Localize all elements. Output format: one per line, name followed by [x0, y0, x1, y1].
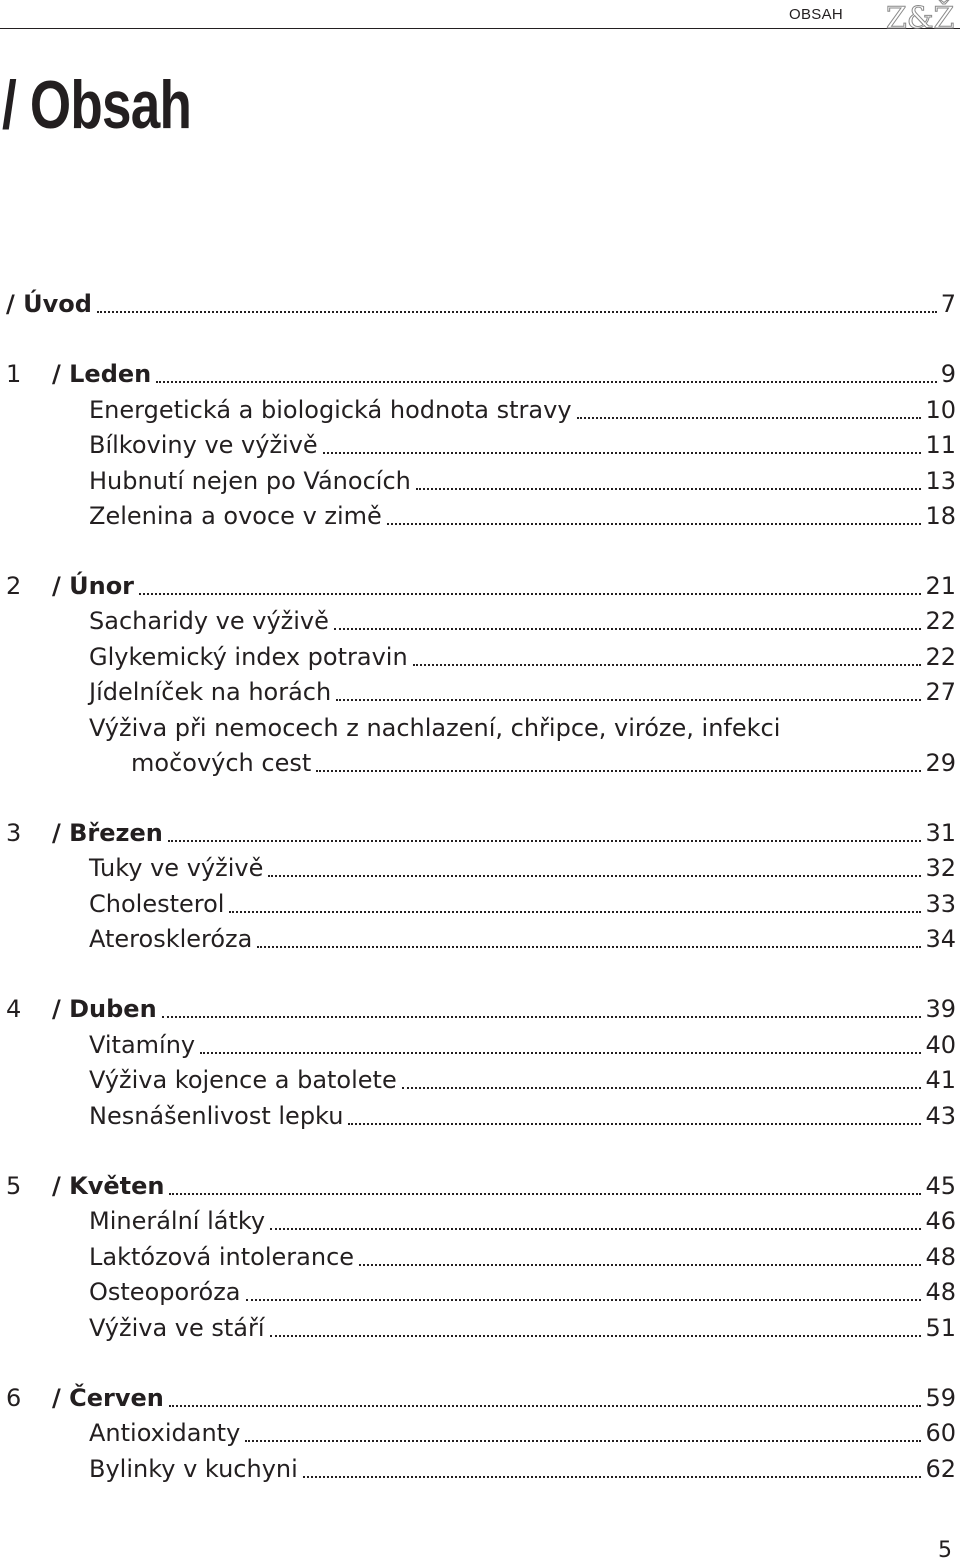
toc-line — [89, 499, 956, 533]
toc-entry-row — [0, 887, 956, 921]
toc-line — [89, 1099, 956, 1133]
dot-leader — [268, 875, 921, 877]
toc-page-number: 48 — [925, 1243, 956, 1271]
header-rule — [0, 28, 960, 29]
toc-entry-row — [0, 746, 956, 780]
publisher-logo-text: Z&Ž — [886, 1, 955, 34]
toc-page-number: 41 — [925, 1066, 956, 1094]
toc-entry-row — [0, 851, 956, 885]
toc-chapter-row — [0, 992, 956, 1026]
toc-line — [89, 1204, 956, 1238]
dot-leader — [139, 593, 921, 595]
chapter-number: 5 — [6, 1172, 22, 1200]
toc-label: Hubnutí nejen po Vánocích — [89, 467, 411, 495]
toc-label: Tuky ve výživě — [89, 854, 264, 882]
toc-entry-row — [0, 1204, 956, 1238]
toc-entry-row — [0, 1028, 956, 1062]
dot-leader — [169, 1405, 922, 1407]
toc-line — [89, 640, 956, 674]
toc-label: Ateroskleróza — [89, 925, 253, 953]
chapter-number: 2 — [6, 572, 22, 600]
dot-leader — [270, 1228, 921, 1230]
toc-label: / Leden — [52, 360, 152, 388]
dot-leader — [336, 699, 921, 701]
dot-leader — [245, 1440, 921, 1442]
dot-leader — [246, 1299, 922, 1301]
toc-line — [89, 675, 956, 709]
toc-entry-row — [0, 711, 956, 745]
toc-label: Bílkoviny ve výživě — [89, 431, 318, 459]
toc-entry-row — [0, 640, 956, 674]
toc-entry-row — [0, 1099, 956, 1133]
dot-leader — [156, 381, 936, 383]
toc-line — [89, 1063, 956, 1097]
toc-entry-row — [0, 922, 956, 956]
toc-label: Výživa ve stáří — [89, 1314, 265, 1342]
toc-label: Jídelníček na horách — [89, 678, 332, 706]
toc-entry-row — [0, 1452, 956, 1486]
toc-label: Glykemický index potravin — [89, 643, 408, 671]
toc-label: / Březen — [52, 819, 163, 847]
toc-line — [89, 1028, 956, 1062]
chapter-number: 4 — [6, 995, 22, 1023]
dot-leader — [169, 1193, 921, 1195]
toc-line — [52, 357, 956, 391]
toc-entry-row — [0, 1240, 956, 1274]
toc-chapter-row — [0, 816, 956, 850]
toc-page-number: 10 — [925, 396, 956, 424]
toc-page-number: 60 — [925, 1419, 956, 1447]
toc-label: močových cest — [131, 749, 312, 777]
toc-page-number: 29 — [925, 749, 956, 777]
toc-page-number: 21 — [925, 572, 956, 600]
toc-entry-row — [0, 604, 956, 638]
toc-page-number: 9 — [940, 360, 956, 388]
toc-line — [89, 1416, 956, 1450]
toc-line — [131, 746, 956, 780]
toc-page-number: 22 — [925, 607, 956, 635]
toc-label: / Úvod — [6, 290, 92, 318]
toc-label: Osteoporóza — [89, 1278, 241, 1306]
toc-line — [89, 1240, 956, 1274]
dot-leader — [200, 1052, 921, 1054]
toc-label: / Červen — [52, 1384, 164, 1412]
dot-leader — [387, 523, 922, 525]
toc-page-number: 62 — [925, 1455, 956, 1483]
toc-line — [89, 922, 956, 956]
dot-leader — [323, 452, 922, 454]
toc-entry-row — [0, 1275, 956, 1309]
toc-line — [89, 464, 956, 498]
toc-label: Laktózová intolerance — [89, 1243, 355, 1271]
toc-label: / Únor — [52, 572, 135, 600]
dot-leader — [416, 488, 922, 490]
dot-leader — [97, 311, 937, 313]
chapter-number: 1 — [6, 360, 22, 388]
toc-page-number: 7 — [940, 290, 956, 318]
toc-chapter-row — [0, 1169, 956, 1203]
running-head: OBSAH — [789, 6, 844, 23]
toc-label: Bylinky v kuchyni — [89, 1455, 298, 1483]
toc-line — [89, 851, 956, 885]
dot-leader — [348, 1123, 921, 1125]
toc-entry-row — [0, 1416, 956, 1450]
toc-page-number: 45 — [925, 1172, 956, 1200]
toc-page-number: 48 — [925, 1278, 956, 1306]
toc-line — [89, 711, 956, 745]
dot-leader — [316, 770, 921, 772]
dot-leader — [168, 840, 922, 842]
dot-leader — [229, 911, 921, 913]
toc-line — [52, 569, 956, 603]
toc-chapter-row — [0, 357, 956, 391]
toc-line — [89, 1452, 956, 1486]
toc-line — [89, 393, 956, 427]
publisher-logo — [886, 0, 958, 34]
toc-label: Nesnášenlivost lepku — [89, 1102, 344, 1130]
toc-page-number: 46 — [925, 1207, 956, 1235]
dot-leader — [359, 1264, 921, 1266]
page-number: 5 — [938, 1538, 952, 1563]
toc-label: Zelenina a ovoce v zimě — [89, 502, 382, 530]
toc-page-number: 40 — [925, 1031, 956, 1059]
toc-line — [6, 287, 956, 321]
toc-label: Antioxidanty — [89, 1419, 241, 1447]
toc-line — [89, 887, 956, 921]
dot-leader — [162, 1016, 922, 1018]
toc-entry-row — [0, 499, 956, 533]
toc-label: Výživa kojence a batolete — [89, 1066, 397, 1094]
toc-page-number: 31 — [925, 819, 956, 847]
chapter-number: 6 — [6, 1384, 22, 1412]
toc-page-number: 43 — [925, 1102, 956, 1130]
toc-page-number: 11 — [925, 431, 956, 459]
toc-entry-row — [0, 675, 956, 709]
toc-line — [89, 428, 956, 462]
toc-line — [52, 816, 956, 850]
toc-label: Vitamíny — [89, 1031, 196, 1059]
toc-page-number: 51 — [925, 1314, 956, 1342]
toc-page-number: 22 — [925, 643, 956, 671]
toc-entry-row — [0, 1311, 956, 1345]
toc-label: Cholesterol — [89, 890, 225, 918]
toc-entry-row — [0, 464, 956, 498]
toc-entry-row — [0, 428, 956, 462]
toc-page-number: 18 — [925, 502, 956, 530]
toc-entry-row — [0, 1063, 956, 1097]
toc-chapter-row — [0, 569, 956, 603]
toc-label: / Květen — [52, 1172, 165, 1200]
toc-page-number: 27 — [925, 678, 956, 706]
dot-leader — [303, 1476, 922, 1478]
toc-line — [89, 1311, 956, 1345]
toc-line — [89, 1275, 956, 1309]
toc-chapter-row — [0, 287, 956, 321]
toc-page-number: 32 — [925, 854, 956, 882]
toc-page-number: 33 — [925, 890, 956, 918]
dot-leader — [257, 946, 921, 948]
toc-label: Výživa při nemocech z nachlazení, chřipce, viróze, infekci — [89, 714, 781, 742]
dot-leader — [270, 1335, 922, 1337]
toc-label: Energetická a biologická hodnota stravy — [89, 396, 572, 424]
toc-page-number: 39 — [925, 995, 956, 1023]
toc-line — [89, 604, 956, 638]
toc-entry-row — [0, 393, 956, 427]
toc-line — [52, 1169, 956, 1203]
toc-page-number: 34 — [925, 925, 956, 953]
dot-leader — [334, 628, 922, 630]
dot-leader — [413, 664, 922, 666]
chapter-number: 3 — [6, 819, 22, 847]
toc-line — [52, 992, 956, 1026]
toc-label: / Duben — [52, 995, 157, 1023]
toc-line — [52, 1381, 956, 1415]
page-title: / Obsah — [2, 67, 192, 143]
toc-page-number: 13 — [925, 467, 956, 495]
toc-page-number: 59 — [925, 1384, 956, 1412]
toc-label: Minerální látky — [89, 1207, 266, 1235]
toc-chapter-row — [0, 1381, 956, 1415]
dot-leader — [402, 1087, 922, 1089]
toc-label: Sacharidy ve výživě — [89, 607, 329, 635]
dot-leader — [577, 417, 922, 419]
